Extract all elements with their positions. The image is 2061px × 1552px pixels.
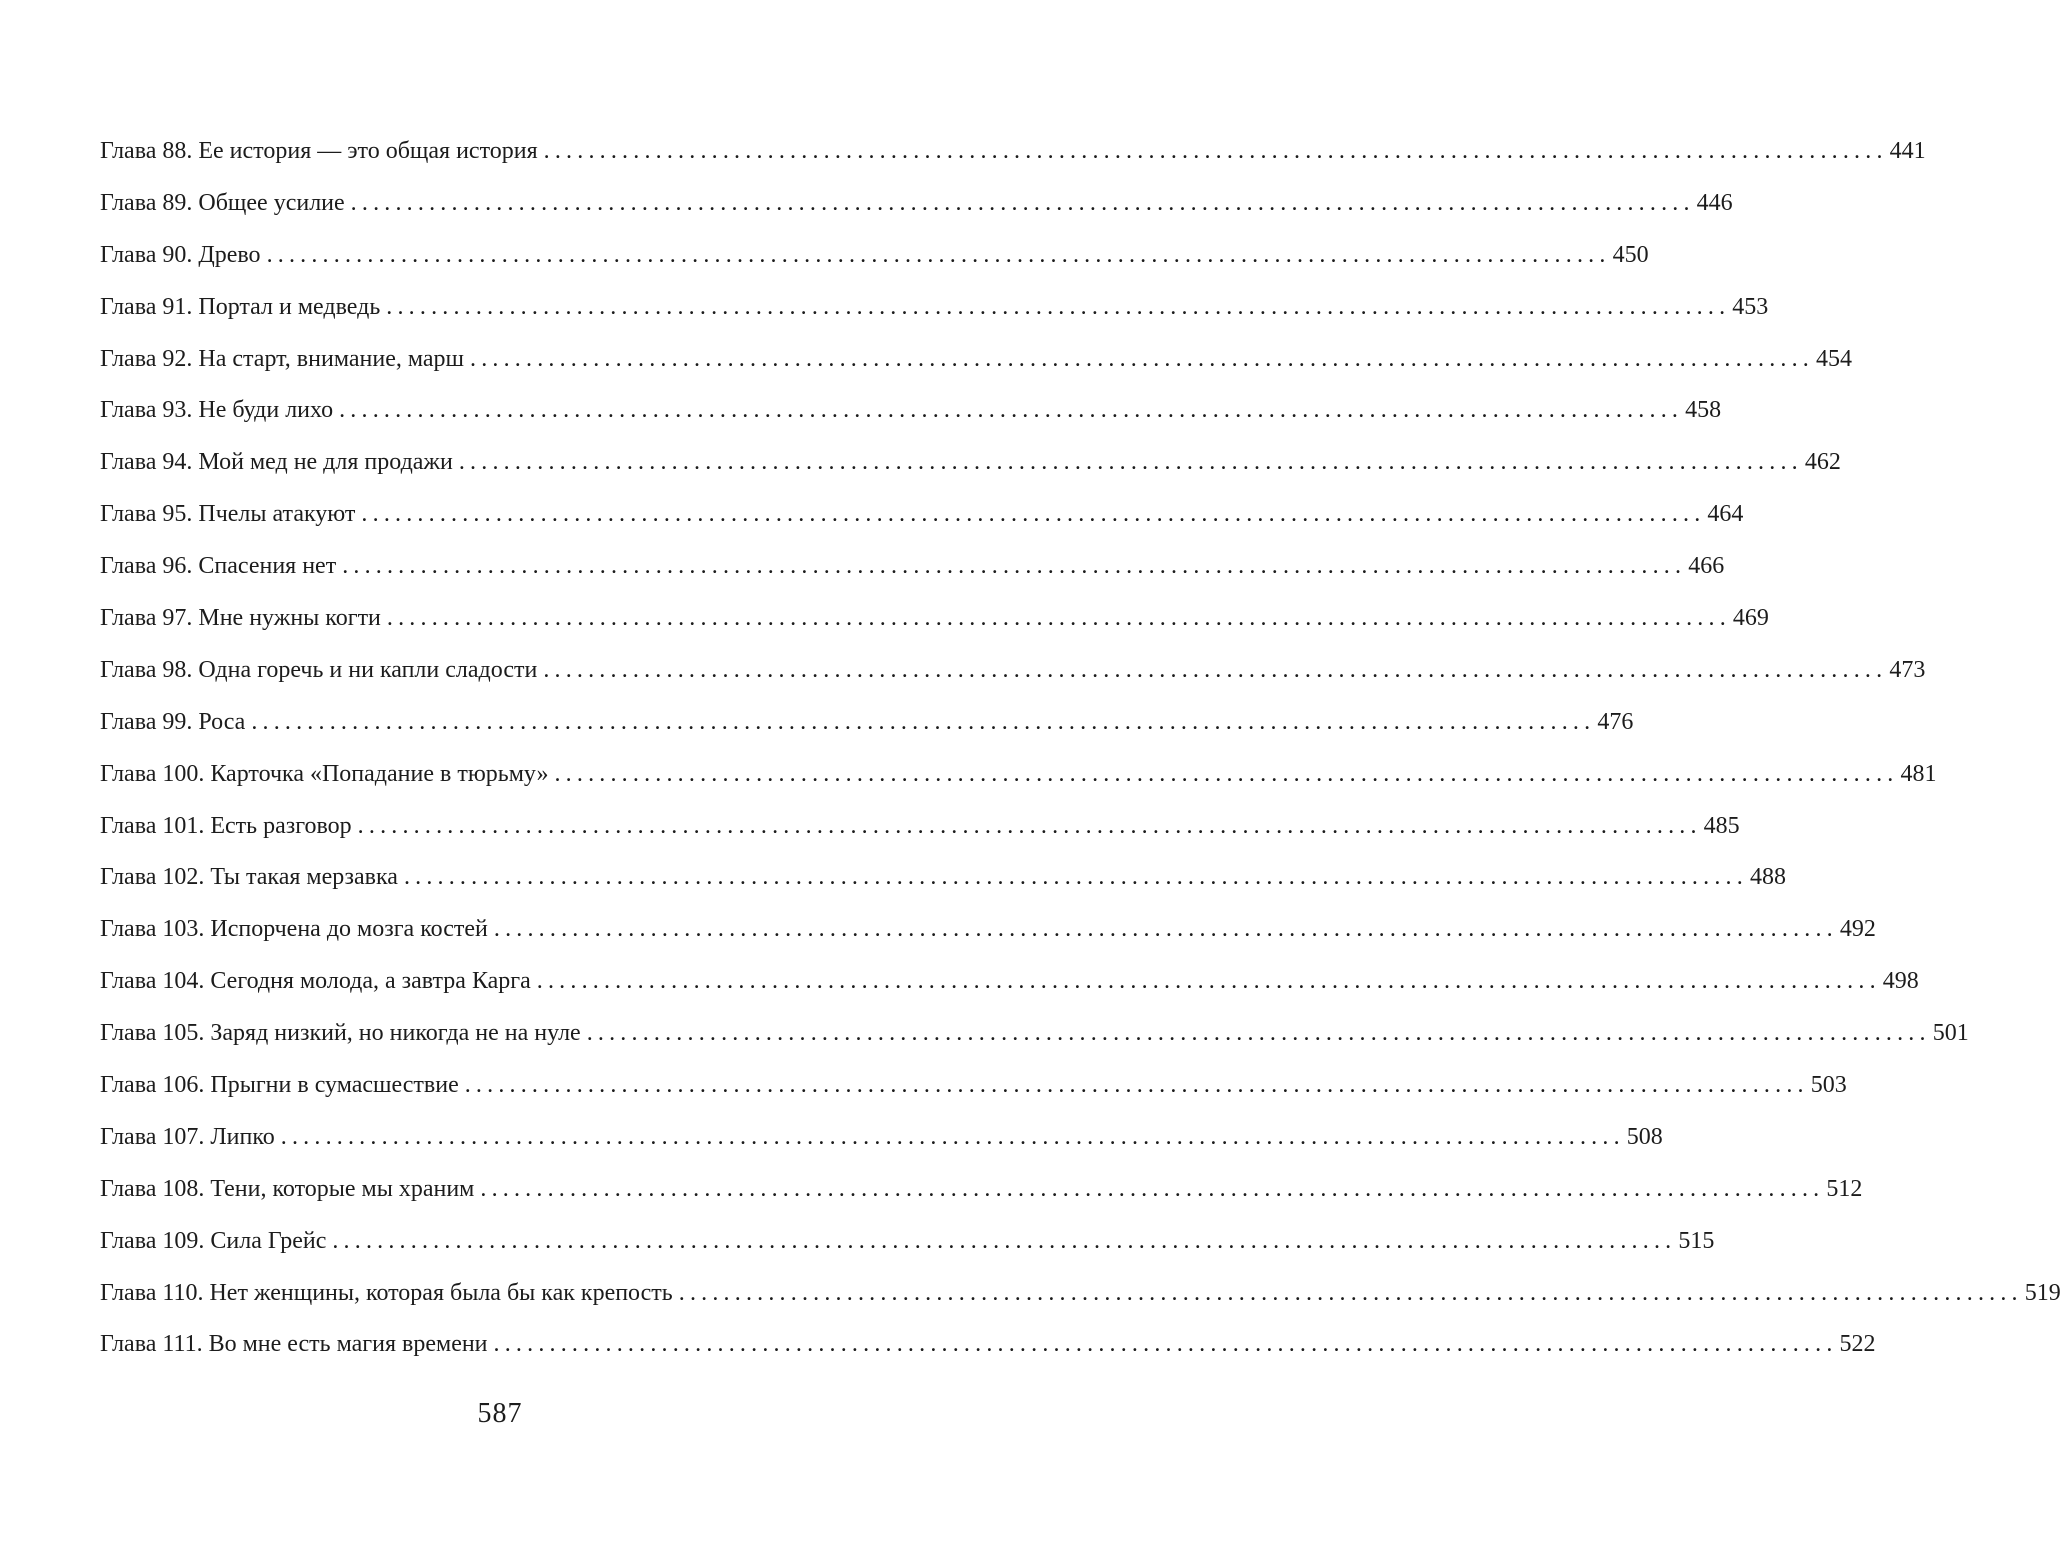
- dot-leader: ........................................................................................................................: [543, 656, 1888, 683]
- chapter-page-number: 458: [1685, 397, 1722, 424]
- chapter-page-number: 469: [1732, 605, 1769, 632]
- toc-entry: [100, 1319, 1876, 1371]
- toc-entry: [100, 1060, 1847, 1112]
- chapter-page-number: 466: [1688, 553, 1725, 580]
- chapter-title: Глава 89. Общее усилие: [100, 189, 345, 216]
- chapter-page-number: 462: [1804, 449, 1841, 476]
- dot-leader: ........................................................................................................................: [357, 812, 1702, 839]
- chapter-title: Глава 103. Испорчена до мозга костей: [100, 916, 488, 943]
- chapter-page-number: 512: [1826, 1175, 1863, 1202]
- chapter-page-number: 498: [1882, 968, 1919, 995]
- chapter-page-number: 501: [1932, 1020, 1969, 1047]
- dot-leader: ........................................................................................................................: [458, 449, 1803, 476]
- toc-entry: [100, 1268, 2061, 1320]
- chapter-title: Глава 101. Есть разговор: [100, 812, 352, 839]
- dot-leader: ........................................................................................................................: [342, 553, 1687, 580]
- chapter-title: Глава 109. Сила Грейс: [100, 1227, 327, 1254]
- chapter-page-number: 450: [1612, 241, 1649, 268]
- chapter-page-number: 508: [1626, 1123, 1663, 1150]
- toc-entry: [100, 749, 1937, 801]
- dot-leader: ........................................................................................................................: [361, 501, 1706, 528]
- chapter-page-number: 492: [1839, 916, 1876, 943]
- chapter-title: Глава 88. Ее история — это общая история: [100, 138, 538, 164]
- dot-leader: ........................................................................................................................: [403, 864, 1748, 891]
- dot-leader: ........................................................................................................................: [332, 1227, 1677, 1254]
- toc-entry: [100, 593, 1769, 645]
- chapter-page-number: 481: [1900, 760, 1937, 787]
- chapter-title: Глава 94. Мой мед не для продажи: [100, 449, 453, 476]
- chapter-title: Глава 96. Спасения нет: [100, 553, 337, 580]
- toc-entry: [100, 541, 1725, 593]
- chapter-title: Глава 97. Мне нужны когти: [100, 605, 381, 632]
- dot-leader: ........................................................................................................................: [493, 916, 1838, 943]
- toc-entry: [100, 437, 1841, 489]
- chapter-title: Глава 102. Ты такая мерзавка: [100, 864, 398, 891]
- toc-entry: [100, 385, 1722, 437]
- chapter-page-number: 464: [1707, 501, 1744, 528]
- chapter-page-number: 522: [1839, 1331, 1876, 1358]
- toc-entry: [100, 126, 1926, 178]
- dot-leader: ........................................................................................................................: [480, 1175, 1825, 1202]
- chapter-title: Глава 104. Сегодня молода, а завтра Карга: [100, 968, 531, 995]
- dot-leader: ........................................................................................................................: [339, 397, 1684, 424]
- chapter-page-number: 473: [1889, 656, 1926, 683]
- chapter-page-number: 485: [1703, 812, 1740, 839]
- chapter-title: Глава 91. Портал и медведь: [100, 293, 381, 320]
- dot-leader: ........................................................................................................................: [493, 1331, 1838, 1358]
- chapter-title: Глава 100. Карточка «Попадание в тюрьму»: [100, 760, 549, 787]
- chapter-title: Глава 108. Тени, которые мы храним: [100, 1175, 475, 1202]
- dot-leader: ........................................................................................................................: [386, 605, 1731, 632]
- chapter-title: Глава 107. Липко: [100, 1123, 275, 1150]
- dot-leader: ........................................................................................................................: [470, 345, 1814, 372]
- toc-entry: [100, 904, 1876, 956]
- chapter-page-number: 476: [1597, 708, 1634, 735]
- dot-leader: ........................................................................................................................: [350, 189, 1695, 216]
- chapter-page-number: 454: [1816, 345, 1852, 372]
- dot-leader: ........................................................................................................................: [280, 1123, 1625, 1150]
- chapter-title: Глава 98. Одна горечь и ни капли сладости: [100, 656, 538, 683]
- chapter-title: Глава 110. Нет женщины, которая была бы как крепость: [100, 1279, 673, 1306]
- toc-entry: [100, 697, 1634, 749]
- dot-leader: ........................................................................................................................: [543, 138, 1888, 164]
- toc-entry: [100, 178, 1733, 230]
- chapter-page-number: 515: [1678, 1227, 1715, 1254]
- chapter-page-number: 519: [2024, 1279, 2061, 1306]
- dot-leader: ........................................................................................................................: [678, 1279, 2023, 1306]
- chapter-title: Глава 105. Заряд низкий, но никогда не на нуле: [100, 1020, 581, 1047]
- chapter-title: Глава 95. Пчелы атакуют: [100, 501, 356, 528]
- dot-leader: ........................................................................................................................: [464, 1072, 1809, 1099]
- dot-leader: ........................................................................................................................: [386, 293, 1731, 320]
- toc-entry: [100, 801, 1740, 853]
- toc-entry: [100, 645, 1926, 697]
- dot-leader: ........................................................................................................................: [251, 708, 1596, 735]
- toc-entry: [100, 956, 1919, 1008]
- chapter-page-number: 446: [1696, 189, 1733, 216]
- dot-leader: ........................................................................................................................: [266, 241, 1611, 268]
- toc-entry: [100, 282, 1769, 334]
- chapter-title: Глава 93. Не буди лихо: [100, 397, 334, 424]
- toc-entry: [100, 334, 1852, 386]
- dot-leader: ........................................................................................................................: [586, 1020, 1931, 1047]
- table-of-contents: [100, 126, 2061, 1371]
- toc-entry: [100, 1008, 1969, 1060]
- toc-entry: [100, 1164, 1863, 1216]
- toc-entry: [100, 230, 1649, 282]
- chapter-title: Глава 111. Во мне есть магия времени: [100, 1331, 488, 1358]
- chapter-title: Глава 90. Древо: [100, 241, 261, 268]
- toc-entry: [100, 489, 1744, 541]
- chapter-title: Глава 92. На старт, внимание, марш: [100, 345, 464, 372]
- toc-entry: [100, 852, 1786, 904]
- dot-leader: ........................................................................................................................: [554, 760, 1899, 787]
- chapter-page-number: 488: [1749, 864, 1786, 891]
- page-number: 587: [477, 1398, 523, 1429]
- toc-entry: [100, 1216, 1715, 1268]
- chapter-page-number: 441: [1889, 138, 1926, 164]
- toc-entry: [100, 1112, 1663, 1164]
- dot-leader: ........................................................................................................................: [536, 968, 1881, 995]
- chapter-title: Глава 106. Прыгни в сумасшествие: [100, 1072, 459, 1099]
- chapter-title: Глава 99. Роса: [100, 708, 246, 735]
- chapter-page-number: 503: [1810, 1072, 1847, 1099]
- chapter-page-number: 453: [1732, 293, 1769, 320]
